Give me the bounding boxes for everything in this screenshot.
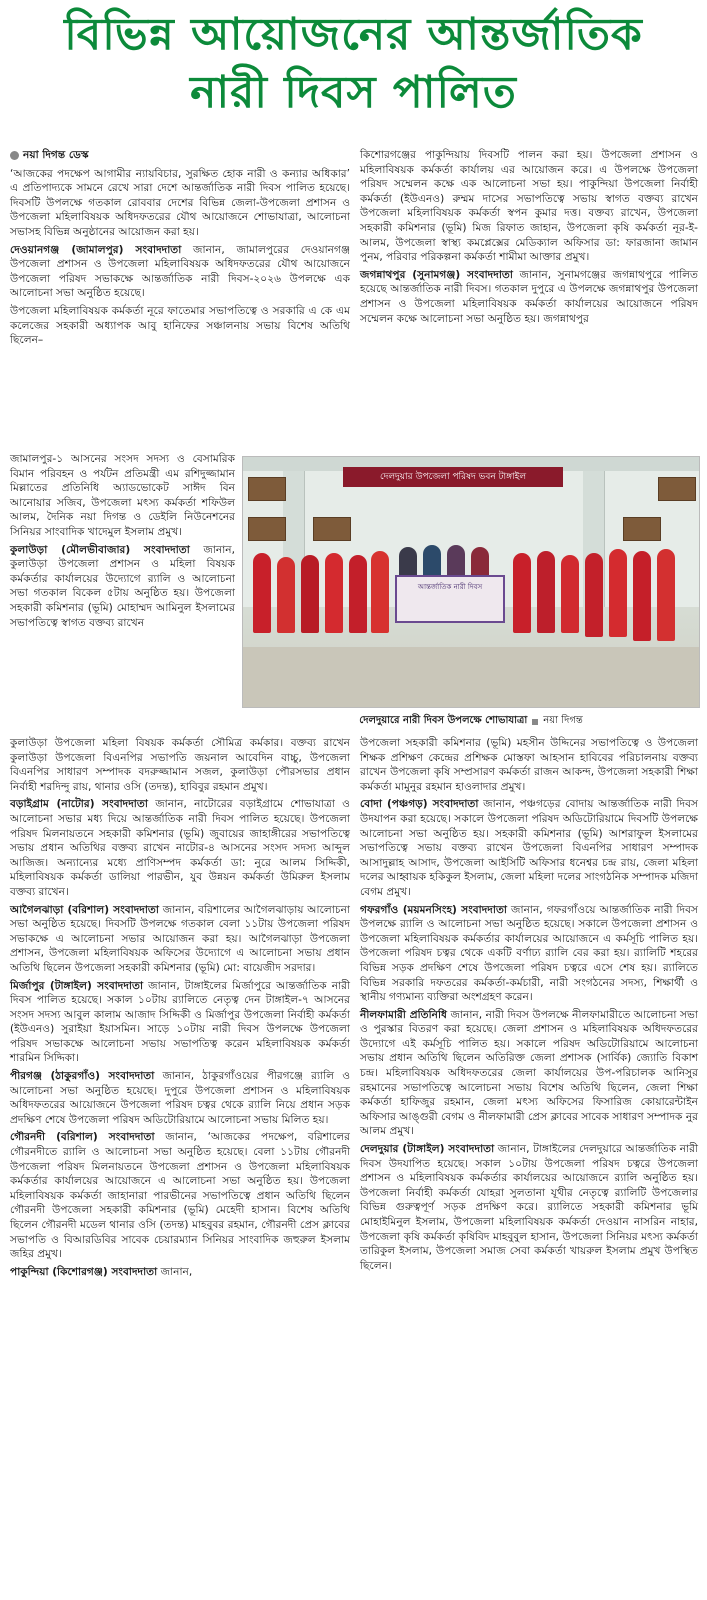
report-lead: বোদা (পঞ্চগড়) সংবাদদাতা xyxy=(360,798,479,811)
building-window xyxy=(313,517,351,541)
person-figure xyxy=(513,553,531,633)
report-text: জানান, পঞ্চগড়ের বোদায় আন্তর্জাতিক নারী দিবস উদযাপন করা হয়েছে। সকালে উপজেলা পরিষদ অডিটোরিয়ামে দিবসটি উপলক্ষে আলোচনা সভা অনুষ্ঠিত হয়। সহকারী কমিশনার (ভূমি) আশরাফুল ইসলামের সভাপতিত্বে সভায় বক্তব্য রাখেন উপজেলা বিএনপির সাধারণ সম্পাদক আসাদুল্লাহ আসাদ, উপজেলা আইসিটি অফিসার ধনেশ্বর চন্দ্র রায়, জেলা মহিলা দলের আহ্বায়ক হকিকুল ইসলাম, জেলা মহিলা দলের সাংগঠনিক সম্পাদক মজিদা বেগম প্রমুখ। xyxy=(360,798,699,898)
report-lead: দেলদুয়ার (টাঙ্গাইল) সংবাদদাতা xyxy=(360,1143,495,1156)
report-delduar xyxy=(360,1142,698,1273)
report-text: জানান, নারী দিবস উপলক্ষে নীলফামারীতে আলোচনা সভা ও পুরস্কার বিতরণ করা হয়েছে। জেলা প্রশাসন ও মহিলাবিষয়ক অধিদফতরের উদ্যোগে এই কর্মসূচি পালিত হয়। সকালে পরিষদ অডিটোরিয়ামে আলোচনা সভায় প্রধান অতিথি ছিলেন অতিরিক্ত জেলা প্রশাসক (সার্বিক) জ্যোতি বিকাশ চন্দ্র। মহিলাবিষয়ক অধিদফতরের জেলা কার্যালয়ের উপ-পরিচালক আনিসুর রহমানের সভাপতিত্বে আলোচনা সভায় বিশেষ অতিথি ছিলেন, জেলা শিক্ষা কর্মকর্তা হাফিজুর রহমান, জেলা মৎস্য অফিসের ফিসারিজ কোয়ারেন্টাইন অফিসার আঙ্গুরী বেগম ও নীলফামারী প্রেস ক্লাবের সাবেক সাধারণ সম্পাদক নুর আলম প্রমুখ। xyxy=(360,1008,698,1138)
report-lead: পাকুন্দিয়া (কিশোরগঞ্জ) সংবাদদাতা xyxy=(10,1265,158,1278)
report-mirzapur xyxy=(10,979,350,1067)
report-text: জানান, কুলাউড়া উপজেলা প্রশাসন ও মহিলা বিষয়ক কর্মকর্তার কার্যালয়ের উদ্যোগে র‌্যালি ও আলোচনা সভা গতকাল বিকেল ৫টায় অনুষ্ঠিত হয়। উপজেলা সহকারী কমিশনার (ভূমি) মোহাম্মদ আমিনুল ইসলামের সভাপতিত্বে স্বাগত বক্তব্য রাখেন xyxy=(10,543,235,629)
byline xyxy=(10,148,350,163)
report-lead: গফরগাঁও (ময়মনসিংহ) সংবাদদাতা xyxy=(360,903,507,916)
report-lead: কুলাউড়া (মৌলভীবাজার) সংবাদদাতা xyxy=(10,543,190,556)
report-pakundia-cont: কিশোরগঞ্জের পাকুন্দিয়ায় দিবসটি পালন করা হয়। উপজেলা প্রশাসন ও মহিলাবিষয়ক কর্মকর্তা কার্যালয় এর আয়োজন করে। এ উপলক্ষে উপজেলা পরিষদ সম্মেলন কক্ষে এক আলোচনা সভা হয়। পাকুন্দিয়া উপজেলা নির্বাহী কর্মকর্তা (ইউএনও) রুম্মম দাসের সভাপতিত্বে সভায় স্বাগত বক্তব্য রাখেন উপজেলা মহিলাবিষয়ক কর্মকর্তা স্বপন কুমার দত্ত। বক্তব্য রাখেন, উপজেলা সহকারী কমিশনার (ভূমি) মিজ রিফাত জাহান, উপজেলা কৃষি কর্মকর্তা নূর-ই-আলম, উপজেলা স্বাস্থ্য কমপ্লেক্সের মেডিক্যাল অফিসার ডা: ফারজানা জামান পুনম, পরিবার পরিকল্পনা কর্মকর্তা শামীমা আক্তার প্রমুখ। xyxy=(360,149,698,264)
person-figure xyxy=(657,549,675,641)
report-agailjhara xyxy=(10,903,350,976)
person-figure xyxy=(537,551,555,633)
report-text: জানান, সুনামগঞ্জের জগন্নাথপুরে পালিত হয়েছে আন্তর্জাতিক নারী দিবস। গতকাল দুপুরে এ উপলক্ষে জগন্নাথপুর উপজেলা প্রশাসন ও উপজেলা মহিলাবিষয়ক কর্মকর্তা কার্যালয়ের আয়োজনে পরিষদ সম্মেলন কক্ষে আলোচনা সভা অনুষ্ঠিত হয়। জগন্নাথপুর xyxy=(360,268,698,325)
report-text: জানান, গফরগাঁওয়ে আন্তর্জাতিক নারী দিবস উপলক্ষে র‌্যালি ও আলোচনা সভা অনুষ্ঠিত হয়েছে। সকালে উপজেলা প্রশাসন ও উপজেলা মহিলাবিষয়ক কর্মকর্তার কার্যালয়ের আয়োজনে এ কর্মসূচি পালিত হয়। উপজেলা পরিষদ চত্বর থেকে একটি বর্ণাঢ্য র‌্যালি বের করা হয়। র‌্যালিটি শহরের বিভিন্ন সড়ক প্রদক্ষিণ শেষে উপজেলা পরিষদ চত্বরে এসে শেষ হয়। র‌্যালিতে বিভিন্ন সরকারি দফতরের কর্মকর্তা-কর্মচারী, নারী সংগঠনের সদস্য, শিক্ষার্থী ও স্থানীয় গণ্যমান্য ব্যক্তিরা অংশগ্রহণ করেন। xyxy=(360,903,699,1004)
report-kulaura-cont: কুলাউড়া উপজেলা মহিলা বিষয়ক কর্মকর্তা সৌমিত্র কর্মকার। বক্তব্য রাখেন কুলাউড়া উপজেলা বিএনপির সভাপতি জয়নাল আবেদিন বাচ্চু, উপজেলা বিএনপির সাধারণ সম্পাদক বদরুজ্জামান সজল, কুলাউড়া পৌরসভার প্রধান নির্বাহী শরদিন্দু রায়, থানার ওসি (তদন্ত), হাবিবুর রহমান প্রমুখ। xyxy=(10,737,350,793)
rally-photo xyxy=(242,456,700,708)
report-lead: দেওয়ানগঞ্জ (জামালপুর) সংবাদদাতা xyxy=(10,243,182,256)
report-boda xyxy=(360,797,698,899)
left-column-top xyxy=(10,148,350,351)
building-sign: দেলদুয়ার উপজেলা পরিষদ ভবন টাঙ্গাইল xyxy=(343,467,563,487)
report-lead: বড়াইগ্রাম (নাটোর) সংবাদদাতা xyxy=(10,798,148,811)
headline xyxy=(0,6,707,126)
person-figure xyxy=(423,545,441,577)
ground xyxy=(243,647,700,708)
report-text: জানান, ঠাকুরগাঁওয়ের পীরগঞ্জে র‌্যালি ও আলোচনা সভা অনুষ্ঠিত হয়েছে। দুপুরে উপজেলা প্রশাসন ও মহিলাবিষয়ক অধিদফতরের আয়োজনে উপজেলা পরিষদ চত্বর থেকে র‌্যালি নিয়ে প্রধান সড়ক প্রদক্ষিণ শেষে উপজেলা পরিষদ অডিটোরিয়ামে আলোচনা সভায় মিলিত হয়। xyxy=(10,1070,351,1126)
report-kulaura xyxy=(10,543,235,631)
building-window xyxy=(623,517,661,541)
person-figure xyxy=(399,547,417,577)
photo-caption xyxy=(242,713,700,730)
report-lead: নীলফামারী প্রতিনিধি xyxy=(360,1008,447,1021)
person-figure xyxy=(325,553,343,633)
caption-credit: নয়া দিগন্ত xyxy=(543,715,583,726)
person-figure xyxy=(277,557,295,633)
person-figure xyxy=(561,555,579,633)
headline-line-2: নারী দিবস পালিত xyxy=(190,67,517,118)
report-text: জানান, নাটোরের বড়াইগ্রামে শোভাযাত্রা ও আলোচনা সভার মধ্য দিয়ে আন্তর্জাতিক নারী দিবস পালিত হয়েছে। উপজেলা পরিষদ মিলনায়তনে সহকারী কমিশনার (ভূমি) জুবায়ের জাহাঙ্গীরের সভাপতিত্বে সভায় প্রধান অতিথির বক্তব্য রাখেন নাটোর-৪ আসনের সংসদ সদস্য আব্দুল আজিজ। অন্যান্যের মধ্যে প্রাণিসম্পদ কর্মকর্তা ডা: নুরে আলম সিদ্দিকী, মহিলাবিষয়ক কর্মকর্তা ডালিয়া পারভীন, যুব উন্নয়ন কর্মকর্তা উমিরুল ইসলাম বক্তব্য রাখেন। xyxy=(10,798,350,898)
square-bullet-icon xyxy=(532,719,538,725)
report-nilphamari xyxy=(360,1008,698,1139)
report-dewanganj-guests: জামালপুর-১ আসনের সংসদ সদস্য ও বেসামরিক বিমান পরিবহন ও পর্যটন প্রতিমন্ত্রী এম রশিদুজ্জামান মিল্লাতের প্রতিনিধি অ্যাডভোকেট সাঈদ বিন আনোয়ার সজিব, উপজেলা মৎস্য কর্মকর্তা শফিউল আলম, দৈনিক নয়া দিগন্ত ও ডেইলি নিউনেশনের সিনিয়র সাংবাদিক খাদেমুল ইসলাম প্রমুখ। xyxy=(10,453,235,538)
right-column-top xyxy=(360,148,698,329)
report-text: জানান, জামালপুরের দেওয়ানগঞ্জ উপজেলা প্রশাসন ও উপজেলা মহিলাবিষয়ক অধিদফতরের যৌথ আয়োজনে উপজেলা পরিষদ সভাকক্ষে আন্তর্জাতিক নারী দিবস-২০২৬ উপলক্ষে এক আলোচনা সভা অনুষ্ঠিত হয়েছে। xyxy=(10,243,350,300)
person-figure xyxy=(609,549,627,637)
report-lead: গৌরনদী (বরিশাল) সংবাদদাতা xyxy=(10,1131,155,1144)
person-figure xyxy=(633,551,651,641)
photo-block xyxy=(242,456,700,732)
person-figure xyxy=(253,553,271,633)
report-text: জানান, xyxy=(157,1265,193,1278)
left-column-lower xyxy=(10,736,350,1282)
intro-paragraph: ‘আজকের পদক্ষেপ আগামীর ন্যায়বিচার, সুরক্ষিত হোক নারী ও কন্যার অধিকার’ এ প্রতিপাদ্যকে সামনে রেখে সারা দেশে আন্তর্জাতিক নারী দিবস পালিত হয়েছে। দিবসটি উপলক্ষে গতকাল রোববার দেশের বিভিন্ন জেলা-উপজেলা প্রশাসন ও উপজেলা মহিলাবিষয়ক অধিদফতরের যৌথ আয়োজনে শোভাযাত্রা, আলোচনা সভাসহ বিভিন্ন অনুষ্ঠানের আয়োজন করা হয়। xyxy=(10,167,350,238)
person-figure xyxy=(447,545,465,577)
report-gafargaon xyxy=(360,903,698,1005)
building-window xyxy=(248,477,286,501)
report-text: জানান, টাঙ্গাইলের মির্জাপুরে আন্তর্জাতিক নারী দিবস পালিত হয়েছে। সকাল ১০টায় র‌্যালিতে নেতৃত্ব দেন টাঙ্গাইল-৭ আসনের সংসদ সদস্য আবুল কালাম আজাদ সিদ্দিকী ও মির্জাপুর উপজেলা নির্বাহী কর্মকর্তা (ইউএনও) সুরাইয়া ইয়াসমিন। সাড়ে ১০টায় নারী দিবস উপলক্ষে উপজেলা পরিষদ সভাকক্ষে আলোচনা সভায় সভাপতিত্ব করেন মহিলাবিষয়ক কর্মকর্তা শারমিন সিদ্দিকা। xyxy=(10,979,350,1065)
report-jagannathpur xyxy=(360,268,698,326)
report-lead: মির্জাপুর (টাঙ্গাইল) সংবাদদাতা xyxy=(10,979,144,992)
person-figure xyxy=(471,547,489,577)
building-window xyxy=(248,517,286,541)
person-figure xyxy=(349,555,367,633)
person-figure xyxy=(585,553,603,637)
report-text: জানান, বরিশালের আগৈলঝাড়ায় আলোচনা সভা অনুষ্ঠিত হয়েছে। দিবসটি উপলক্ষে গতকাল বেলা ১১টায় উপজেলা পরিষদ সভাকক্ষে এ আলোচনা সভার আয়োজন করা হয়। আগৈলঝাড়া উপজেলা প্রশাসন, উপজেলা মহিলাবিষয়ক অফিসের উদ্যোগে এ আলোচনা সভায় প্রধান অতিথি ছিলেন উপজেলা সহকারী কমিশনার (ভূমি) মো: বায়েজীদ সরদার। xyxy=(10,903,350,974)
report-jagannathpur-cont: উপজেলা সহকারী কমিশনার (ভূমি) মহসীন উদ্দিনের সভাপতিত্বে ও উপজেলা শিক্ষক প্রশিক্ষণ কেন্দ্রের প্রশিক্ষক মোস্তফা আহসান হাবিবের পরিচালনায় বক্তব্য রাখেন উপজেলা কৃষি সম্প্রসারণ কর্মকর্তা রাজন আকন্দ, উপজেলা সহকারী শিক্ষা কর্মকর্তা মামুনুর রহমান হাওলাদার প্রমুখ। xyxy=(360,737,698,793)
report-pakundia xyxy=(10,1265,350,1280)
report-dewanganj xyxy=(10,243,350,301)
person-figure xyxy=(371,551,389,633)
right-column-lower xyxy=(360,736,698,1276)
report-baraigram xyxy=(10,797,350,899)
report-text: জানান, টাঙ্গাইলের দেলদুয়ারে আন্তর্জাতিক নারী দিবস উদযাপিত হয়েছে। সকাল ১০টায় উপজেলা পরিষদ চত্বরে উপজেলা প্রশাসন ও মহিলাবিষয়ক কর্মকর্তার কার্যালয়ের আয়োজনে র‌্যালি অনুষ্ঠিত হয়। উপজেলা নির্বাহী কর্মকর্তা যোহরা সুলতানা যূথীর নেতৃত্বে র‌্যালিটি উপজেলার বিভিন্ন গুরুত্বপূর্ণ সড়ক প্রদক্ষিণ করে। র‌্যালিতে সহকারী কমিশনার ভূমি মোহাইমিনুল ইসলাম, উপজেলা মহিলাবিষয়ক কর্মকর্তা দেওয়ান নাসরিন নাহার, উপজেলা কৃষি কর্মকর্তা কৃষিবিদ মাহবুবুল হাসান, উপজেলা সিনিয়র মৎস্য কর্মকর্তা তারিকুল ইসলাম, উপজেলা সমাজ সেবা কর্মকর্তা খায়রুল ইসলাম প্রমুখ উপস্থিত ছিলেন। xyxy=(360,1143,698,1272)
person-figure xyxy=(301,555,319,633)
report-lead: জগন্নাথপুর (সুনামগঞ্জ) সংবাদদাতা xyxy=(360,268,513,281)
rally-banner: আন্তর্জাতিক নারী দিবস xyxy=(395,575,505,623)
report-dewanganj-cont: উপজেলা মহিলাবিষয়ক কর্মকর্তা নূরে ফাতেমার সভাপতিত্বে ও সরকারি এ কে এম কলেজের সহকারী অধ্যাপক আবু হানিফের সঞ্চালনায় সভায় বিশেষ অতিথি ছিলেন– xyxy=(10,304,350,347)
byline-text: নয়া দিগন্ত ডেস্ক xyxy=(23,149,89,161)
report-gournadi xyxy=(10,1130,350,1261)
headline-line-1: বিভিন্ন আয়োজনের আন্তর্জাতিক xyxy=(64,9,643,60)
report-pirganj xyxy=(10,1069,350,1127)
report-lead: আগৈলঝাড়া (বরিশাল) সংবাদদাতা xyxy=(10,903,159,916)
building-window xyxy=(658,477,696,501)
report-text: জানান, ‘আজকের পদক্ষেপ, বরিশালের গৌরনদীতে র‌্যালি ও আলোচনা সভা অনুষ্ঠিত হয়েছে। বেলা ১১টায় গৌরনদী উপজেলা পরিষদ মিলনায়তনে উপজেলা প্রশাসন ও উপজেলা মহিলাবিষয়ক কর্মকর্তার কার্যালয়ের আয়োজনে এ আলোচনা সভা অনুষ্ঠিত হয়। উপজেলা মহিলাবিষয়ক কর্মকর্তা জাহানারা পারভীনের সভাপতিত্বে প্রধান অতিথি ছিলেন গৌরনদী উপজেলা সহকারী কমিশনার (ভূমি) মেহেদী হাসান। বিশেষ অতিথি ছিলেন গৌরনদী মডেল থানার ওসি (তদন্ত) মাহবুবর রহমান, গৌরনদী প্রেস ক্লাবের সভাপতি ও বিআরডিবির সাবেক চেয়ারম্যান সিনিয়র সাংবাদিক জহুরুল ইসলাম জহির প্রমুখ। xyxy=(10,1131,350,1261)
bullet-icon xyxy=(10,151,19,160)
left-column-narrow xyxy=(10,452,235,633)
report-lead: পীরগঞ্জ (ঠাকুরগাঁও) সংবাদদাতা xyxy=(10,1070,155,1083)
caption-text: দেলদুয়ারে নারী দিবস উপলক্ষে শোভাযাত্রা xyxy=(359,715,528,726)
